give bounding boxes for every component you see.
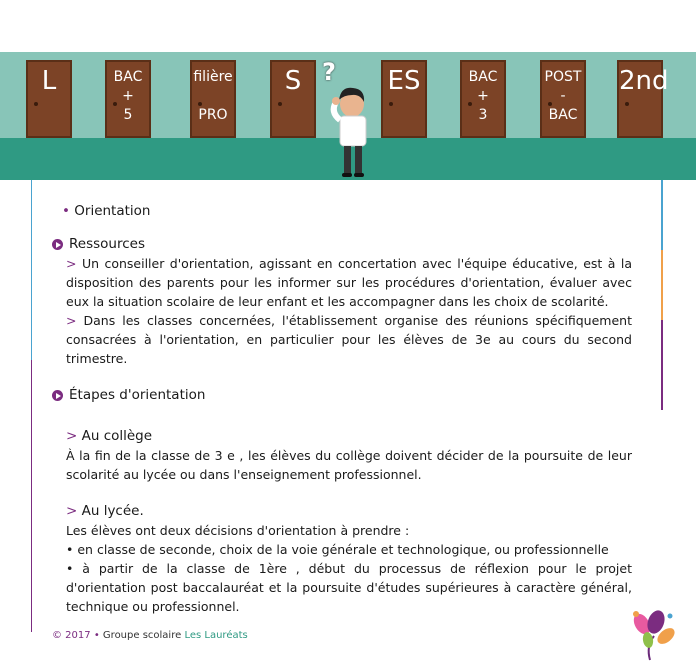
door-label: 2nd <box>619 66 669 96</box>
door-label: S <box>284 66 302 96</box>
lycee-bullet-1 <box>66 540 632 559</box>
right-frame-line <box>661 180 663 410</box>
door-bac-5 <box>105 60 151 138</box>
bullet-text: à partir de la classe de 1ère , début du processus de réflexion pour le projet d'orientation post baccalauréat et la poursuite d'études supérieures à caractère général, technique ou professionnel. <box>66 561 632 614</box>
main-heading <box>62 202 632 221</box>
door-2nd <box>617 60 669 138</box>
college-paragraph: À la fin de la classe de 3 e , les élèves du collège doivent décider de la poursuite de leur scolarité au lycée ou dans l'enseignement professionnel. <box>66 448 632 482</box>
footer-separator: • <box>93 630 100 641</box>
door-label: filière PRO <box>193 69 233 123</box>
bullet-text: en classe de seconde, choix de la voie générale et technologique, ou professionnelle <box>77 542 609 557</box>
subheading-text: Au collège <box>81 428 153 444</box>
footer-group: Groupe scolaire <box>102 630 182 641</box>
door-label: ES <box>387 66 421 96</box>
ressources-paragraph-2 <box>66 311 632 368</box>
paragraph-text: Un conseiller d'orientation, agissant en concertation avec l'équipe éducative, est à la disposition des parents pour les informer sur les procédures d'orientation, évaluer avec eux la situation scolaire de leur enfant et les accompagner dans les choix de scolarité. <box>66 256 632 309</box>
chevron-right-icon: > <box>66 503 78 519</box>
door-label: BAC + 3 <box>468 69 498 123</box>
ressources-paragraph-1 <box>66 254 632 311</box>
chevron-right-icon: > <box>66 313 77 328</box>
door-label: POST - BAC <box>544 69 582 123</box>
bullet-icon: • <box>66 561 74 576</box>
door-bac-3 <box>460 60 506 138</box>
thinking-student-illustration <box>316 60 380 180</box>
chevron-right-icon: > <box>66 256 77 271</box>
section-heading-etapes <box>52 386 632 405</box>
copyright: © 2017 <box>52 630 91 641</box>
door-filiere-pro <box>190 60 236 138</box>
door-label: BAC + 5 <box>113 69 143 123</box>
college-subheading <box>66 427 632 446</box>
door-s <box>270 60 316 138</box>
main-heading-text: Orientation <box>74 203 151 219</box>
lycee-subheading <box>66 502 632 521</box>
chevron-right-icon: > <box>66 428 78 444</box>
question-mark: ? <box>322 58 336 86</box>
orientation-banner <box>0 52 696 180</box>
left-frame-line <box>31 180 32 632</box>
play-circle-icon <box>52 390 63 401</box>
play-circle-icon <box>52 239 63 250</box>
door-post-bac <box>540 60 586 138</box>
section-heading-ressources <box>52 235 632 254</box>
flower-logo-icon <box>626 606 678 662</box>
door-l <box>26 60 72 138</box>
lycee-bullet-2 <box>66 559 632 616</box>
orientation-content <box>52 200 632 616</box>
section-title: Étapes d'orientation <box>69 387 206 403</box>
door-es <box>381 60 427 138</box>
paragraph-text: Dans les classes concernées, l'établissement organise des réunions spécifiquement consacrées à l'orientation, en particulier pour les élèves de 3e au cours du second trimestre. <box>66 313 632 366</box>
footer-brand-link[interactable]: Les Lauréats <box>184 630 248 641</box>
section-title: Ressources <box>69 236 145 252</box>
bullet-dot-icon: • <box>62 203 70 219</box>
door-label: L <box>41 66 57 96</box>
footer <box>52 630 248 641</box>
subheading-text: Au lycée. <box>81 503 144 519</box>
lycee-intro: Les élèves ont deux décisions d'orientation à prendre : <box>66 523 410 538</box>
bullet-icon: • <box>66 542 74 557</box>
